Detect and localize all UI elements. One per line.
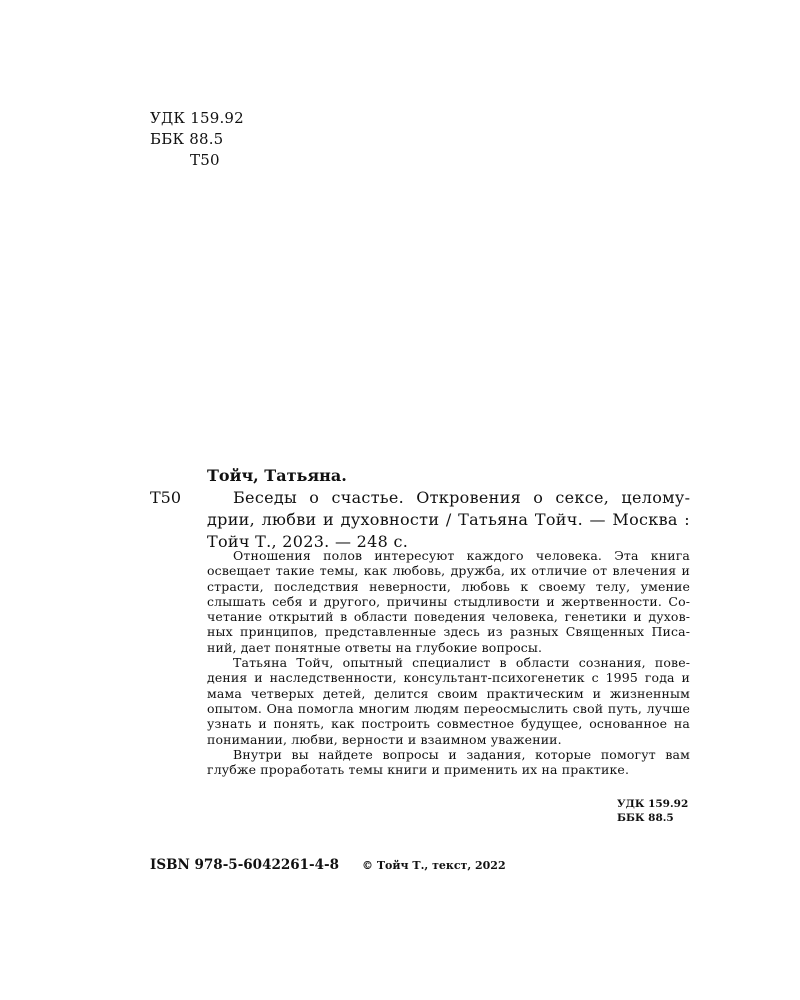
entry-author: Тойч, Татьяна.: [207, 466, 347, 485]
bbk-code: ББК 88.5: [150, 130, 224, 148]
entry-description: Беседы о счастье. Откровения о сексе, целомудрии, любви и духовности / Татьяна Тойч. — Москва : Тойч Т., 2023. — 248 с.: [207, 488, 690, 551]
bbk-code-small: ББК 88.5: [617, 812, 674, 824]
isbn: ISBN 978-5-6042261-4-8: [150, 857, 340, 873]
udk-code-small: УДК 159.92: [617, 798, 689, 810]
annotation-paragraph: Татьяна Тойч, опытный специалист в области сознания, поведения и наследственности, консультант-психогенетик с 1995 года и мама четверых детей, делится своим практическим и жизненным опытом. Она помогла многим людям переосмыслить свой путь, лучше узнать и понять, как построить совместное будущее, основанное на понимании, любви, верности и взаимном уважении.: [207, 655, 690, 747]
annotation: [207, 548, 690, 777]
author-mark: Т50: [190, 151, 220, 169]
annotation-paragraph: Отношения полов интересуют каждого человека. Эта книга освещает такие темы, как любовь, дружба, их отличие от влечения и страсти, последствия неверности, любовь к своему телу, умение слышать себя и другого, причины стыдливости и жертвенности. Сочетание открытий в области поведения человека, генетики и духовных принципов, представленные здесь из разных Священных Писаний, дает понятные ответы на глубокие вопросы.: [207, 548, 690, 655]
annotation-paragraph: Внутри вы найдете вопросы и задания, которые помогут вам глубже проработать темы книги и применить их на практике.: [207, 746, 690, 778]
top-classification: [150, 108, 244, 171]
entry-author-mark: Т50: [150, 488, 182, 507]
udk-code: УДК 159.92: [150, 109, 244, 127]
bottom-classification: [617, 797, 688, 825]
copyright: © Тойч Т., текст, 2022: [362, 859, 506, 872]
